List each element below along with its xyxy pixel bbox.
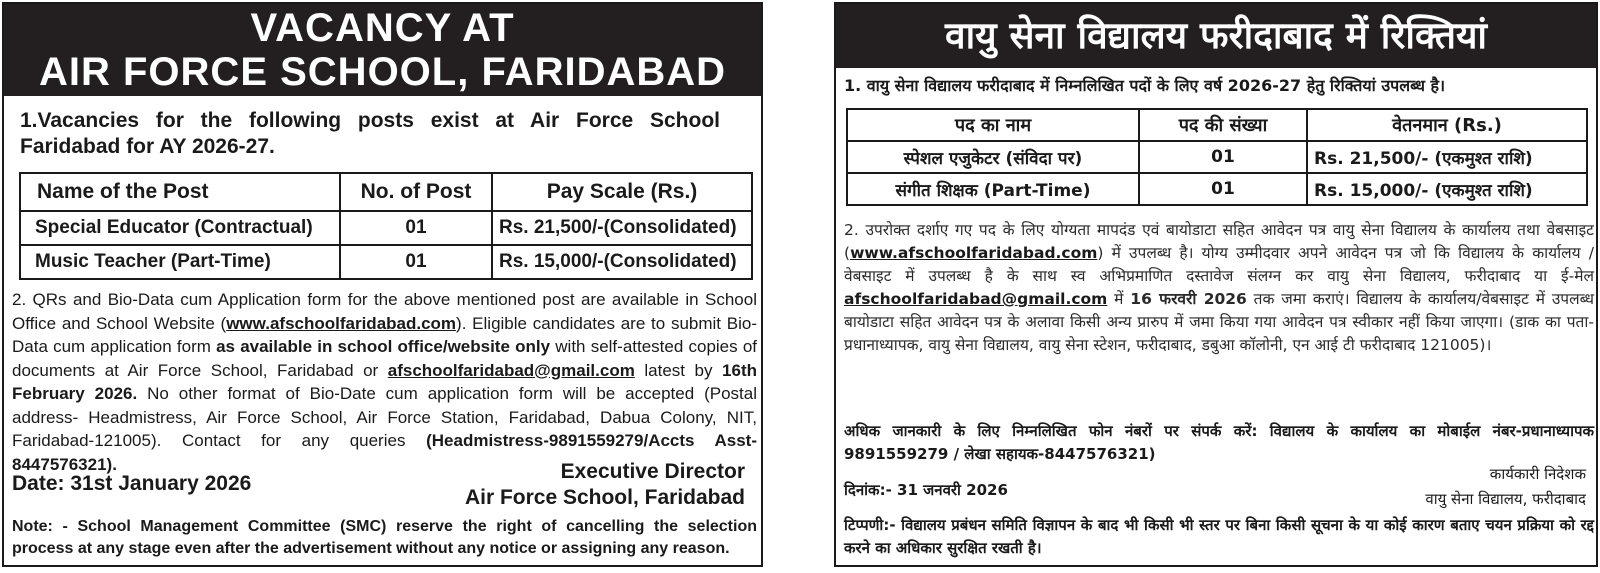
english-vacancy-table	[19, 172, 753, 280]
table-row	[847, 141, 1587, 173]
header-post-count: पद की संख्या	[1139, 109, 1307, 141]
contact-numbers: (Headmistress-9891559279/Accts Asst- 8447576321).	[12, 431, 758, 474]
post-name-cell: संगीत शिक्षक (Part-Time)	[847, 173, 1139, 205]
table-row	[20, 211, 752, 245]
title-line-1: VACANCY AT	[250, 6, 515, 50]
header-post-name: Name of the Post	[20, 173, 340, 211]
english-signatory-title: Executive Director	[560, 460, 745, 483]
email-link[interactable]: afschoolfaridabad@gmail.com	[387, 360, 635, 380]
hindi-note: टिप्पणी:- विद्यालय प्रबंधन समिति विज्ञापन के बाद भी किसी भी स्तर पर बिना किसी सूचना के या कोई कारण बताए चयन प्रक्रिया को रद्द करने का अधिकार सुरक्षित रखती है।	[844, 516, 1594, 557]
hindi-contact-info: अधिक जानकारी के लिए निम्नलिखित फोन नंबरों पर संपर्क करें: विद्यालय के कार्यालय का मोबाईल नंबर-प्रधानाध्यापक 9891559279 / लेखा सहायक-8447576321)	[844, 422, 1594, 463]
pay-scale-cell: Rs. 21,500/-(Consolidated)	[492, 211, 752, 245]
website-link[interactable]: www.afschoolfaridabad.com	[850, 244, 1098, 262]
email-link[interactable]: afschoolfaridabad@gmail.com	[844, 290, 1108, 308]
header-no-of-post: No. of Post	[340, 173, 492, 211]
deadline: 16 फरवरी 2026	[1130, 290, 1247, 308]
post-name-cell: Special Educator (Contractual)	[20, 211, 340, 245]
header-pay-scale: Pay Scale (Rs.)	[492, 173, 752, 211]
post-count-cell: 01	[340, 245, 492, 279]
hindi-signatory-org: वायु सेना विद्यालय, फरीदाबाद	[1425, 490, 1586, 508]
title-line-2: AIR FORCE SCHOOL, FARIDABAD	[39, 50, 726, 94]
post-count-cell: 01	[1139, 141, 1307, 173]
english-intro: 1.Vacancies for the following posts exist at Air Force School Faridabad for AY 2026-27.	[20, 109, 720, 158]
english-advertisement	[2, 2, 763, 567]
english-signatory-org: Air Force School, Faridabad	[464, 486, 745, 509]
post-count-cell: 01	[340, 211, 492, 245]
table-row	[20, 245, 752, 279]
hindi-title-banner: वायु सेना विद्यालय फरीदाबाद में रिक्तियां	[836, 4, 1596, 68]
hindi-date: दिनांक:- 31 जनवरी 2026	[844, 481, 1008, 499]
hindi-intro: 1. वायु सेना विद्यालय फरीदाबाद में निम्नलिखित पदों के लिए वर्ष 2026-27 हेतु रिक्तियां उपलब्ध है।	[844, 76, 1446, 95]
hindi-advertisement	[834, 2, 1598, 567]
english-title-banner	[4, 4, 761, 96]
post-name-cell: Music Teacher (Part-Time)	[20, 245, 340, 279]
english-application-details: 2. QRs and Bio-Data cum Application form for the above mentioned post are available in School Office and School Website (www.afschoolfaridabad.com). Eligible candidates are to submit Bio-Data cum application form as available in school office/website only with self-attested copies of documents at Air Force School, Faridabad or afschoolfaridabad@gmail.com latest by 16th February 2026. No other format of Bio-Date cum application form will be accepted (Postal address- Headmistress, Air Force School, Air Force Station, Faridabad, Dabua Colony, NIT, Faridabad-121005). Contact for any queries (Headmistress-9891559279/Accts Asst- 8447576321).	[12, 290, 758, 474]
pay-scale-cell: Rs. 15,000/-(Consolidated)	[492, 245, 752, 279]
pay-scale-cell: Rs. 21,500/- (एकमुश्त राशि)	[1307, 141, 1587, 173]
post-name-cell: स्पेशल एजुकेटर (संविदा पर)	[847, 141, 1139, 173]
english-note: Note: - School Management Committee (SMC) reserve the right of cancelling the selection process at any stage even after the advertisement without any notice or assigning any reason.	[12, 518, 757, 557]
post-count-cell: 01	[1139, 173, 1307, 205]
english-date: Date: 31st January 2026	[12, 472, 252, 495]
header-pay-scale: वेतनमान (Rs.)	[1307, 109, 1587, 141]
hindi-vacancy-table	[846, 108, 1588, 206]
hindi-signatory-title: कार्यकारी निदेशक	[1489, 465, 1586, 483]
pay-scale-cell: Rs. 15,000/- (एकमुश्त राशि)	[1307, 173, 1587, 205]
website-link[interactable]: www.afschoolfaridabad.com	[226, 313, 457, 333]
deadline: 16th February 2026.	[12, 360, 757, 403]
table-row	[847, 173, 1587, 205]
hindi-application-details: 2. उपरोक्त दर्शाए गए पद के लिए योग्यता मापदंड एवं बायोडाटा सहित आवेदन पत्र वायु सेना विद्यालय के कार्यालय तथा वेबसाइट (www.afschoolfaridabad.com) में उपलब्ध है। योग्य उम्मीदवार अपने आवेदन पत्र जो कि विद्यालय के कार्यालय / वेबसाइट में उपलब्ध है के साथ स्व अभिप्रमाणित दस्तावेज संलग्न कर वायु सेना विद्यालय, फरीदाबाद या ई-मेल afschoolfaridabad@gmail.com में 16 फरवरी 2026 तक जमा कराएं। विद्यालय के कार्यालय/वेबसाइट में उपलब्ध बायोडाटा सहित आवेदन पत्र के अलावा किसी अन्य प्रारुप में जमा किया गया आवेदन पत्र स्वीकार नहीं किया जाएगा। (डाक का पता- प्रधानाध्यापक, वायु सेना विद्यालय, वायु सेना स्टेशन, फरीदाबाद, डबुआ कॉलोनी, एन आई टी फरीदाबाद 121005)।	[844, 221, 1595, 354]
header-post-name: पद का नाम	[847, 109, 1139, 141]
